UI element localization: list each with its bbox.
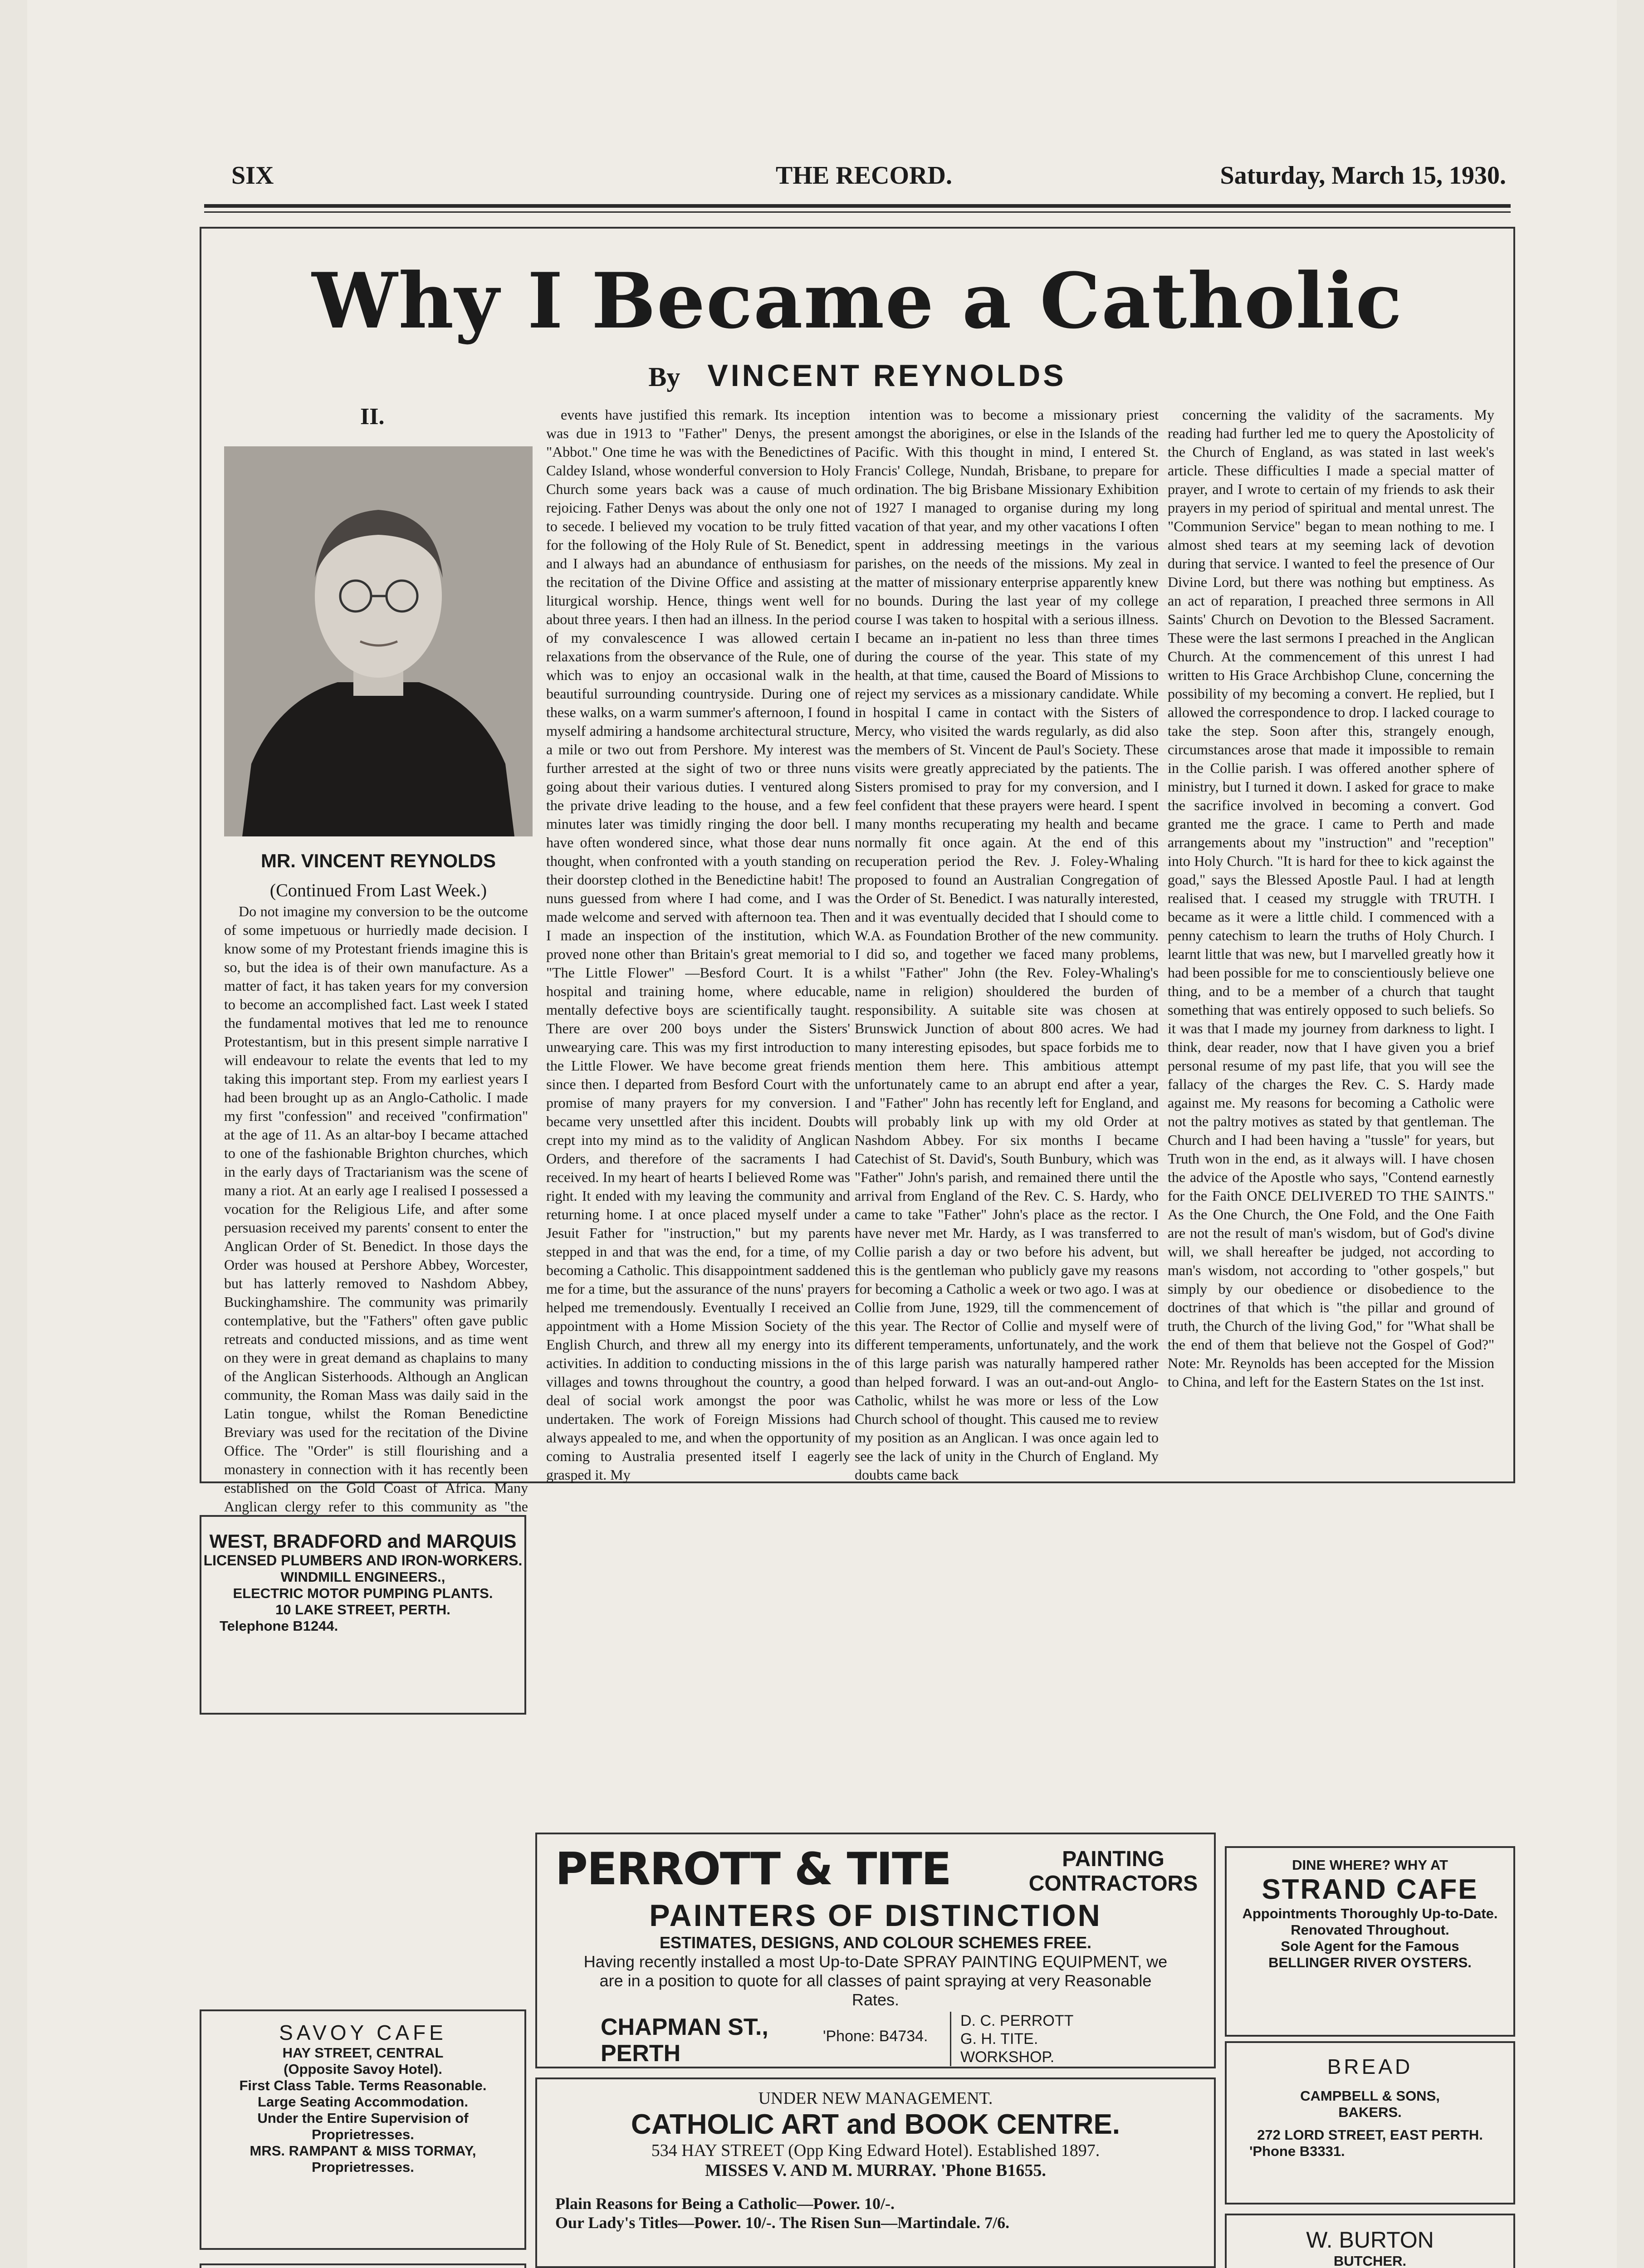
header-rule xyxy=(204,204,1511,208)
ad-line: LICENSED PLUMBERS AND IRON-WORKERS. xyxy=(203,1552,523,1569)
ad-phone: Telephone B1244. xyxy=(220,1618,338,1634)
ad-title: PERROTT & TITE xyxy=(555,1843,951,1895)
byline-prefix: By xyxy=(648,362,680,392)
author-photo xyxy=(224,446,533,836)
article-column-2 xyxy=(546,406,850,1483)
page-header xyxy=(200,156,1515,206)
ad-line: Proprietresses. xyxy=(312,2126,414,2142)
ad-line: BAKERS. xyxy=(1338,2104,1402,2120)
article-column-1 xyxy=(224,902,528,1515)
ad-tagline: PAINTERS OF DISTINCTION xyxy=(649,1898,1102,1933)
ad-line: MRS. RAMPANT & MISS TORMAY, xyxy=(250,2143,476,2159)
ad-line: 10 LAKE STREET, PERTH. xyxy=(275,1602,450,1618)
ad-line: Plain Reasons for Being a Catholic—Power. 10/-. xyxy=(555,2195,895,2213)
ad-line: CAMPBELL & SONS, xyxy=(1300,2088,1440,2104)
article-column-3 xyxy=(855,406,1159,1483)
ad-line: Sole Agent for the Famous xyxy=(1281,1938,1459,1954)
partner-line: WORKSHOP. xyxy=(960,2048,1055,2066)
ad-partners xyxy=(950,2012,1073,2066)
ad-line: BELLINGER RIVER OYSTERS. xyxy=(1268,1955,1472,1970)
ad-strand-cafe xyxy=(1225,1846,1515,2037)
ad-subiaco-dental xyxy=(200,2263,526,2268)
column-text: intention was to become a missionary priest amongst the aborigines, or else in the Islands of the Pacific. With this thought in mind, I entered St. Francis' College, Nundah, Brisbane, to prepare for ordination. The big Brisbane Missionary Exhibition of 1927 I managed to organise during my long vacation of that year, and my other vacations I often spent in addressing meetings in the various parishes, on the needs of the missions. My zeal in the matter of missionary enterprise apparently knew no bounds. During the last year of my college course I was taken to hospital with a serious illness. I became an in-patient no less than three times during the course of the year. This state of my health, at that time, caused the Board of Missions to reject my services as a missionary candidate. While in hospital I came in contact with the Sisters of Mercy, who visited the wards regularly, as did also the members of St. Vincent de Paul's Society. These visits were greatly appreciated by the patients. The Sisters promised to pray for my conversion, and I feel confident that these prayers were heard. I spent many months recuperating my health and became normally fit once again. At the end of this recuperation period the Rev. J. Foley-Whaling proposed to found an Australian Congregation of the Order of St. Benedict. I was naturally interested, and it was eventually decided that I should come to W.A. as Foundation Brother of the new community. I did so, and together we faced many problems, whilst "Father" John (the Rev. Foley-Whaling's name in religion) shouldered the burden of responsibility. A suitable site was chosen at Brunswick Junction of about 800 acres. We had many interesting episodes, but space forbids me to mention them here. This ambitious attempt unfortunately came to an abrupt end after a year, and "Father" John has recently left for England, and will probably link up with my old Order at Nashdom Abbey. For six months I became Catechist of St. David's, South Bunbury, which was "Father" John's parish, and remained there until the arrival from England of the Rev. C. S. Hardy, who came to take "Father" John's place as the rector. I have never met Mr. Hardy, as I was transferred to Collie parish a day or two before his advent, but this is the gentleman who publicly gave my reasons for becoming a Catholic a week or two ago. I was at Collie from June, 1929, till the commencement of this year. The Rector of Collie and myself were of different temperaments, unfortunately, and the work of this large parish was naturally hampered rather than helped forward. I was an out-and-out Anglo-Catholic, whilst he was more or less of the Low Church school of thought. This caused me to review my position as an Anglican. I was once again led to see the lack of unity in the Church of England. My doubts came back xyxy=(855,406,1159,1483)
ad-title: STRAND CAFE xyxy=(1262,1874,1478,1905)
ad-w-burton xyxy=(1225,2214,1515,2268)
ad-title: CATHOLIC ART and BOOK CENTRE. xyxy=(631,2109,1120,2140)
ad-line: 272 LORD STREET, EAST PERTH. xyxy=(1257,2127,1483,2143)
header-rule-thin xyxy=(204,211,1511,213)
ad-header-row xyxy=(551,1843,1200,1898)
ad-perrott-tite xyxy=(535,1833,1216,2068)
photo-caption: MR. VINCENT REYNOLDS xyxy=(260,850,496,871)
part-number: II. xyxy=(360,404,385,430)
ad-line: First Class Table. Terms Reasonable. xyxy=(239,2077,487,2093)
issue-date: Saturday, March 15, 1930. xyxy=(1220,161,1506,190)
ad-line: Large Seating Accommodation. xyxy=(258,2094,468,2110)
article xyxy=(200,227,1515,1515)
column-text: Do not imagine my conversion to be the outcome of some impetuous or hurriedly made decision. I know some of my Protestant friends imagine this is so, but the idea is of their own manufacture. As a matter of fact, it has taken years for my conversion to become an accomplished fact. Last week I stated the fundamental motives that led me to renounce Protestantism, but in this present simple narrative I will endeavour to relate the events that led to my taking this important step. From my earliest years I had been brought up as an Anglo-Catholic. I made my first "confession" and received "confirmation" at the age of 11. As an altar-boy I became attached to one of the fashionable Brighton churches, which in the early days of Tractarianism was the scene of many a riot. At an early age I realised I possessed a vocation for the Religious Life, and after some persuasion received my parents' consent to enter the Anglican Order of St. Benedict. In those days the Order was housed at Pershore Abbey, Worcester, but has latterly removed to Nashdom Abbey, Buckinghamshire. The community was primarily contemplative, but the "Fathers" often gave public retreats and conducted missions, and as time went on they were in great demand as chaplains to many of the Anglican Sisterhoods. Although an Anglican community, the Roman Mass was daily said in the Latin tongue, whilst the Roman Benedictine Breviary was used for the recitation of the Divine Office. The "Order" is still flourishing and a monastery in connection with it has recently been established on the Gold Coast of Africa. Many Anglican clergy refer to this community as "the xyxy=(224,903,528,1515)
column-text: concerning the validity of the sacraments. My reading had further led me to query the Apostolicity of the Church of England, as was stated in last week's article. These difficulties I made a special matter of prayer, and I wrote to certain of my friends to ask their prayers in my period of spiritual and mental unrest. The "Communion Service" began to mean nothing to me. I almost shed tears at my seeming lack of devotion during that service. I wanted to feel the presence of Our Divine Lord, but there was nothing but emptiness. As an act of reparation, I preached three sermons in All Saints' Church on Devotion to the Blessed Sacrament. These were the last sermons I preached in the Anglican Church. At the commencement of this unrest I had written to His Grace Archbishop Clune, concerning the possibility of my becoming a convert. He replied, but I allowed the correspondence to drop. I lacked courage to take the step. Soon after this, strangely enough, circumstances arose that made it impossible to remain in the Collie parish. I was offered another sphere of ministry, but I turned it down. I asked for grace to make the sacrifice involved in becoming a convert. God granted me the grace. I came to Perth and made arrangements about my "instruction" and "reception" into Holy Church. "It is hard for thee to kick against the goad," says the Blessed Apostle Paul. I had at length realised that. I ceased my struggle with TRUTH. I became as it were a little child. I commenced with a penny catechism to learn the truths of Holy Church. I learnt little that was new, but I marvelled greatly how it had been possible for me to conscientiously believe one thing, and to be a member of a church that taught something that was entirely opposed to such beliefs. So it was that I made my journey from darkness to light. I think, dear reader, now that I have given you a brief personal resume of my past life, that you will see the fallacy of the charges the Rev. C. S. Hardy made against me. My reasons for becoming a Catholic were not the paltry motives as stated by that gentleman. The Church and I had been having a "tussle" for years, but Truth won in the end, as it always will. I have chosen the advice of the Apostle who says, "Contend earnestly for the Faith ONCE DELIVERED TO THE SAINTS." As the One Church, the One Fold, and the One Faith are not the result of man's wisdom, but of God's divine will, we shall hereafter be judged, not according to man's wisdom, not according to "other gospels," but simply by our obedience or disobedience to the doctrines of that which is "the pillar and ground of truth, the Church of the living God," for "What shall be the end of them that believe not the Gospel of God?" Note: Mr. Reynolds has been accepted for the Mission to China, and left for the Eastern States on the 1st inst. xyxy=(1168,406,1494,1390)
ad-line: Appointments Thoroughly Up-to-Date. xyxy=(1242,1906,1498,1921)
page-number: SIX xyxy=(231,161,274,190)
ad-bread xyxy=(1225,2041,1515,2204)
ad-line: UNDER NEW MANAGEMENT. xyxy=(758,2089,993,2108)
ad-line: DINE WHERE? WHY AT xyxy=(1292,1857,1448,1873)
ad-line: HAY STREET, CENTRAL xyxy=(282,2045,444,2061)
headline: Why I Became a Catholic xyxy=(312,256,1403,346)
ad-line: Our Lady's Titles—Power. 10/-. The Risen Sun—Martindale. 7/6. xyxy=(555,2214,1010,2232)
ad-line: 534 HAY STREET (Opp King Edward Hotel). Established 1897. xyxy=(651,2141,1100,2160)
ad-title: WEST, BRADFORD and MARQUIS xyxy=(209,1530,517,1552)
ad-phone: 'Phone: B4734. xyxy=(823,2028,928,2045)
paper-title: THE RECORD. xyxy=(776,161,952,190)
ad-title: BREAD xyxy=(1327,2055,1413,2078)
ad-address xyxy=(601,2014,768,2067)
ad-west-bradford xyxy=(200,1515,526,1715)
ad-line: Under the Entire Supervision of xyxy=(257,2110,469,2126)
ad-footer xyxy=(551,2009,1200,2073)
ad-body: Having recently installed a most Up-to-Date SPRAY PAINTING EQUIPMENT, we are in a position to quote for all classes of paint spraying at very Reasonable Rates. xyxy=(583,1952,1168,2009)
ad-line: BUTCHER. xyxy=(1333,2253,1407,2268)
ad-line: WINDMILL ENGINEERS., xyxy=(280,1569,445,1585)
column-text: events have justified this remark. Its inception was due in 1913 to "Father" Denys, the present "Abbot." One time he was with the Benedictines of Caldey Island, whose wonderful conversion to Holy Church some years back was a cause of much rejoicing. Father Denys was about the only one not to secede. I believed my vocation to be truly fitted for the following of the Holy Rule of St. Benedict, and I always had an abundance of enthusiasm for the recitation of the Divine Office and assisting at liturgical worship. Hence, things went well for about three years. I then had an illness. In the period of my convalescence I was allowed certain relaxations from the observance of the Rule, one of which was to enjoy an occasional walk in the beautiful surrounding countryside. During one of these walks, on a warm summer's afternoon, I found myself admiring a handsome architectural structure, a mile or two out from Pershore. My interest was further arrested at the sight of two or three nuns going about their various duties. I ventured along the private drive leading to the house, and a few minutes later was timidly ringing the door bell. I have often wondered since, what those dear nuns thought, when confronted with a youth standing on their doorstep clothed in the Benedictine habit! The nuns guessed from where I had come, and I was made welcome and served with afternoon tea. Then I made an inspection of the institution, which proved none other than Britain's great memorial to "The Little Flower" —Besford Court. It is a hospital and training home, where educable, mentally defective boys are scientifically taught. There are over 200 boys under the Sisters' unwearying care. This was my first introduction to the Little Flower. We have become great friends since then. I departed from Besford Court with the promise of many prayers for my conversion. I became very unsettled after this incident. Doubts crept into my mind as to the validity of Anglican Orders, and therefore of the sacraments I had received. In my heart of hearts I believed Rome was right. It ended with my leaving the community and returning home. I at once placed myself under a Jesuit Father for "instruction," but my parents stepped in and that was the end, for a time, of my becoming a Catholic. This disappointment saddened me for a time, but the assurance of the nuns' prayers helped me tremendously. Eventually I received an appointment with a Home Mission Society of the English Church, and threw all my energy into its activities. In addition to conducting missions in the villages and towns throughout the country, a good deal of social work amongst the poor was undertaken. The work of Foreign Missions had always appealed to me, and when the opportunity of coming to Australia presented itself I eagerly grasped it. My xyxy=(546,406,850,1483)
ad-line: ELECTRIC MOTOR PUMPING PLANTS. xyxy=(233,1585,493,1601)
newspaper-page xyxy=(27,0,1617,2268)
partner-line: G. H. TITE. xyxy=(960,2030,1038,2048)
address-line: PERTH xyxy=(601,2040,681,2067)
byline-author: VINCENT REYNOLDS xyxy=(707,358,1067,393)
continued-note: (Continued From Last Week.) xyxy=(269,880,487,900)
ad-phone: 'Phone B3331. xyxy=(1249,2143,1345,2159)
ad-title: W. BURTON xyxy=(1306,2227,1434,2253)
ad-savoy-cafe xyxy=(200,2009,526,2250)
ad-line: (Opposite Savoy Hotel). xyxy=(284,2061,442,2077)
ad-subline: ESTIMATES, DESIGNS, AND COLOUR SCHEMES FREE. xyxy=(659,1933,1092,1952)
article-column-4 xyxy=(1168,406,1494,1476)
ad-line: Renovated Throughout. xyxy=(1291,1922,1449,1938)
ad-trade: PAINTING CONTRACTORS xyxy=(1028,1847,1198,1896)
partner-line: D. C. PERROTT xyxy=(960,2012,1074,2029)
ad-line: MISSES V. AND M. MURRAY. 'Phone B1655. xyxy=(705,2161,1046,2180)
ad-line: Proprietresses. xyxy=(312,2159,414,2175)
ad-catholic-art xyxy=(535,2077,1216,2268)
byline xyxy=(201,358,1513,393)
address-line: CHAPMAN ST., xyxy=(601,2014,768,2040)
ad-title: SAVOY CAFE xyxy=(279,2021,447,2044)
